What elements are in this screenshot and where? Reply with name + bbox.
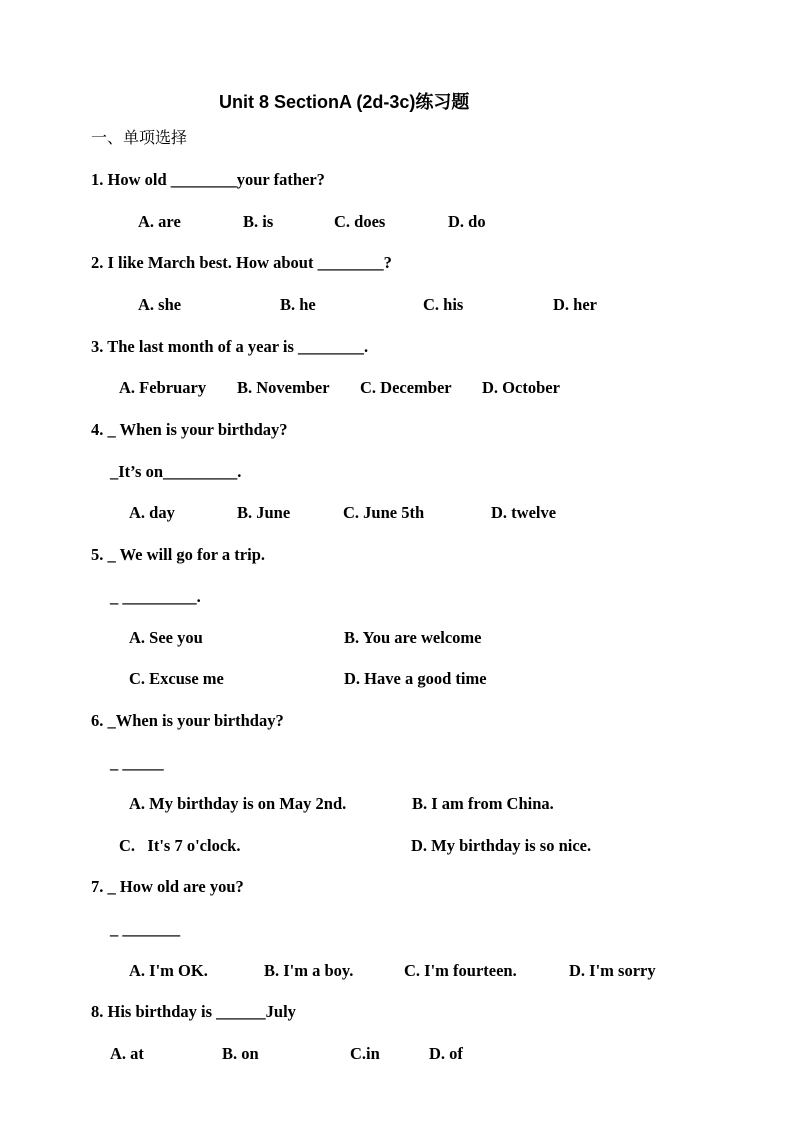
option: A. day: [129, 503, 175, 522]
option: A. at: [110, 1044, 144, 1063]
option: B. he: [280, 295, 316, 314]
question-stem: 3. The last month of a year is ________.: [91, 337, 369, 356]
question-stem: 6. _When is your birthday?: [91, 711, 284, 730]
option: D. I'm sorry: [569, 961, 656, 980]
question-stem: 1. How old ________your father?: [91, 170, 325, 189]
option: A. are: [138, 212, 181, 231]
question-stem: 8. His birthday is ______July: [91, 1002, 296, 1021]
option: A. See you: [129, 628, 203, 647]
option: C. December: [360, 378, 452, 397]
option: A. February: [119, 378, 207, 397]
question-stem: 4. _ When is your birthday?: [91, 420, 288, 439]
answer-line: _ _______: [110, 919, 181, 938]
option: C. I'm fourteen.: [404, 961, 517, 980]
answer-line: _It’s on_________.: [110, 462, 242, 481]
option: B. You are welcome: [344, 628, 482, 647]
section-heading: 一、单项选择: [91, 128, 188, 147]
option: A. My birthday is on May 2nd.: [129, 794, 347, 813]
option: A. I'm OK.: [129, 961, 208, 980]
option: D. her: [553, 295, 597, 314]
question-stem: 5. _ We will go for a trip.: [91, 545, 266, 564]
option: C. does: [334, 212, 386, 231]
option: C. June 5th: [343, 503, 425, 522]
option: A. she: [138, 295, 182, 314]
option: C. his: [423, 295, 464, 314]
page-title: Unit 8 SectionA (2d-3c)练习题: [219, 92, 470, 112]
option: D. do: [448, 212, 486, 231]
option: D. of: [429, 1044, 463, 1063]
option: D. My birthday is so nice.: [411, 836, 592, 855]
answer-line: _ _________.: [110, 587, 201, 606]
option: C.in: [350, 1044, 380, 1063]
answer-line: _ _____: [110, 753, 164, 772]
option: B. on: [222, 1044, 259, 1063]
option: C. It's 7 o'clock.: [119, 836, 241, 855]
option: B. is: [243, 212, 274, 231]
option: B. June: [237, 503, 291, 522]
question-stem: 2. I like March best. How about ________?: [91, 253, 392, 272]
option: D. October: [482, 378, 560, 397]
option: C. Excuse me: [129, 669, 224, 688]
option: B. I'm a boy.: [264, 961, 354, 980]
option: B. I am from China.: [412, 794, 554, 813]
question-stem: 7. _ How old are you?: [91, 877, 244, 896]
option: D. twelve: [491, 503, 557, 522]
option: B. November: [237, 378, 330, 397]
option: D. Have a good time: [344, 669, 487, 688]
